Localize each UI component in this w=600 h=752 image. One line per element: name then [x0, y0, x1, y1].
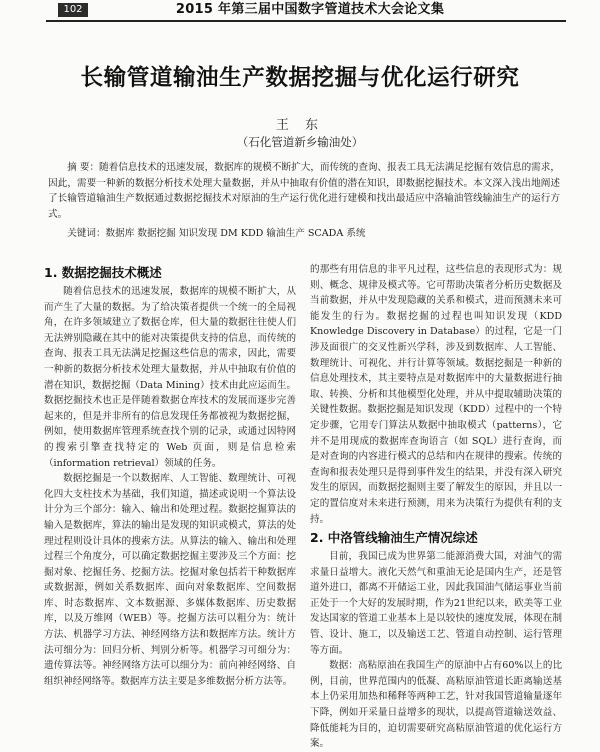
section-1-heading: 1. 数据挖掘技术概述 — [44, 265, 162, 280]
section-1-paragraph: 数据挖掘是一个以数据库、人工智能、数理统计、可视化四大支柱技术为基础，我们知道，描述或说明一个算法设计分为三个部分：输入、输出和处理过程。数据挖掘算法的输入是数据库，算法的输出是发现的知识或模式，算法的处理过程则设计具体的搜索方法。从算法的输入、输出和处理过程三个角度分，可以确定数据挖掘主要涉及三个方面：挖掘对象、挖掘任务、挖掘方法。挖掘对象包括若干种数据库或数据源，例如关系数据库、面向对象数据库、空间数据库、时态数据库、文本数据源、多媒体数据库、历史数据库，以及万维网（WEB）等。挖掘方法可以粗分为：统计方法、机器学习方法、神经网络方法和数据库方法。统计方法可细分为：回归分析、判别分析等。机器学习可细分为：遗传算法等。神经网络方法可以细分为：前向神经网络、自组织神经网络等。数据库方法主要是多维数据分析方法等。 — [44, 473, 296, 687]
section-1-continued-paragraph: 的那些有用信息的非平凡过程，这些信息的表现形式为：规则、概念、规律及模式等。它可帮助决策者分析历史数据及当前数据，并从中发现隐藏的关系和模式，进而预测未来可能发生的行为。数据挖掘的过程也叫知识发现（KDD Knowledge Discovery in Database）的过程，它是一门涉及面很广的交叉性新兴学科，涉及到数据库、人工智能、数理统计、可视化、并行计算等领域。数据挖掘是一种新的信息处理技术，其主要特点是对数据库中的大量数据进行抽取、转换、分析和其他模型化处理，并从中提取辅助决策的关键性数据。数据挖掘是知识发现（KDD）过程中的一个特定步骤，它用专门算法从数据中抽取模式（patterns），它并不是用现成的数据库查询语言（如 SQL）进行查询，而是对查询的内容进行模式的总结和内在规律的搜索。传统的查询和报表处理只是得到事件发生的结果，并没有深入研究发生的原因，而数据挖掘则主要了解发生的原因，并且以一定的置信度对未来进行预测，用来为决策行为提供有利的支持。 — [310, 264, 562, 525]
section-2-paragraph: 目前，我国已成为世界第二能源消费大国，对油气的需求量日益增大。液化天然气和重油无论是国内生产，还是管道外进口，都离不开储运工业，因此我国油气储运事业当前正处于一个大好的发展时期，作为21世纪以来，欧美等工业发达国家的管道工业基本上是以较快的速度发展，体现在制管、设计、施工，以及输送工艺、管道自动控制、运行管理等方面。 — [310, 551, 562, 656]
left-column — [44, 264, 296, 689]
section-1-paragraph: 随着信息技术的迅速发展，数据库的规模不断扩大，从而产生了大量的数据。为了给决策者提供一个统一的全局视角，在许多领域建立了数据仓库，但大量的数据往往使人们无法辨别隐藏在其中的能对决策提供支持的信息，而传统的查询、报表工具无法满足挖掘这些信息的需求，因此，需要一种新的数据分析技术处理大量数据，并从中抽取有价值的潜在知识，数据挖掘（Data Mining）技术由此应运而生。数据挖掘技术也正是伴随着数据仓库技术的发展而逐步完善起来的，但是并非所有的信息发现任务都被视为数据挖掘，例如，使用数据库管理系统查找个别的记录，或通过因特网的搜索引擎查找特定的 Web 页面，则是信息检索（information retrieval）领域的任务。 — [44, 286, 296, 469]
author-name: 王 东 — [275, 118, 325, 133]
section-2-heading: 2. 中洛管线输油生产情况综述 — [310, 530, 478, 546]
header-rule — [46, 20, 566, 22]
journal-title: 2015 年第三届中国数字管道技术大会论文集 — [175, 2, 445, 17]
author-affiliation: （石化管道新乡输油处） — [236, 135, 364, 149]
running-header — [0, 0, 600, 20]
right-column — [310, 262, 562, 752]
abstract: 摘 要：随着信息技术的迅速发展，数据库的规模不断扩大，而传统的查询、报表工具无法满足挖掘有效信息的需求，因此，需要一种新的数据分析技术处理大量数据，并从中抽取有价值的潜在知识，即数据挖掘技术。本文深入浅出地阐述了长输管道输油生产数据通过数据挖掘技术对原油的生产运行优化进行建模和找出最适应中洛输油管线输油生产的运行方式。 — [48, 162, 560, 220]
paper-title: 长输管道输油生产数据挖掘与优化运行研究 — [80, 65, 520, 91]
section-2-paragraph: 数据：高粘原油在我国生产的原油中占有60%以上的比例，目前，世界范围内的低凝、高粘原油管道长距离输送基本上仍采用加热和稀释等两种工艺，针对我国管道输量逐年下降，例如开采量日益增多的现状，以提高管道输送效益、降低能耗为目的，迫切需要研究高粘原油管道的优化运行方案。 — [310, 660, 562, 750]
page-number: 102 — [58, 3, 88, 17]
keywords: 关键词：数据库 数据挖掘 知识发现 DM KDD 输油生产 SCADA 系统 — [67, 228, 366, 239]
